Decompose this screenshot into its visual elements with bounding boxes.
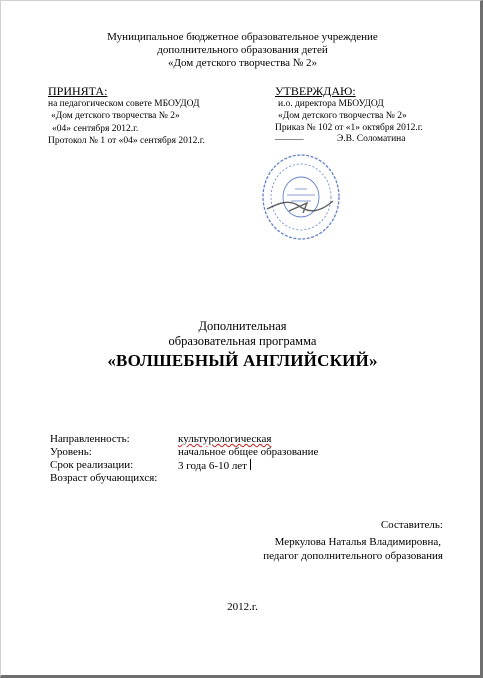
approve-line-2: «Дом детского творчества № 2» [278, 111, 407, 121]
program-line-2: образовательная программа [168, 334, 317, 348]
approve-title: УТВЕРЖДАЮ: [275, 84, 356, 98]
program-line-1: Дополнительная [198, 319, 287, 333]
detail-value-duration [178, 459, 251, 473]
detail-label-duration: Срок реализации: [50, 459, 134, 471]
program-name: «ВОЛШЕБНЫЙ АНГЛИЙСКИЙ» [107, 351, 378, 370]
author-position: педагог дополнительного образования [263, 550, 443, 562]
detail-value-direction: культурологическая [178, 433, 272, 445]
accepted-title: ПРИНЯТА: [48, 84, 108, 98]
signature-line: ______ [275, 132, 304, 142]
detail-value-level: начальное общее образование [178, 446, 319, 458]
duration-text: 3 года 6-10 лет [178, 460, 247, 472]
signer-name: Э.В. Соломатина [337, 134, 406, 144]
approve-line-3: Приказ № 102 от «1» октября 2012.г. [275, 123, 423, 133]
accepted-line-4: Протокол № 1 от «04» сентября 2012.г. [48, 136, 205, 146]
author-name: Меркулова Наталья Владимировна, [274, 536, 441, 548]
accepted-line-3: «04» сентября 2012.г. [52, 124, 139, 134]
text-cursor [250, 459, 251, 470]
official-stamp [259, 151, 343, 243]
institution-line-1: Муниципальное бюджетное образовательное учреждение [107, 31, 378, 43]
author-title: Составитель: [380, 519, 443, 531]
detail-label-age: Возраст обучающихся: [50, 472, 158, 484]
institution-line-2: дополнительного образования детей [157, 44, 328, 56]
accepted-line-1: на педагогическом совете МБОУДОД [48, 99, 200, 109]
accepted-line-2: «Дом детского творчества № 2» [51, 111, 180, 121]
detail-label-direction: Направленность: [50, 433, 130, 445]
document-year: 2012.г. [227, 601, 258, 613]
detail-label-level: Уровень: [50, 446, 92, 458]
approve-line-1: и.о. директора МБОУДОД [278, 99, 384, 109]
institution-line-3: «Дом детского творчества № 2» [167, 57, 318, 69]
